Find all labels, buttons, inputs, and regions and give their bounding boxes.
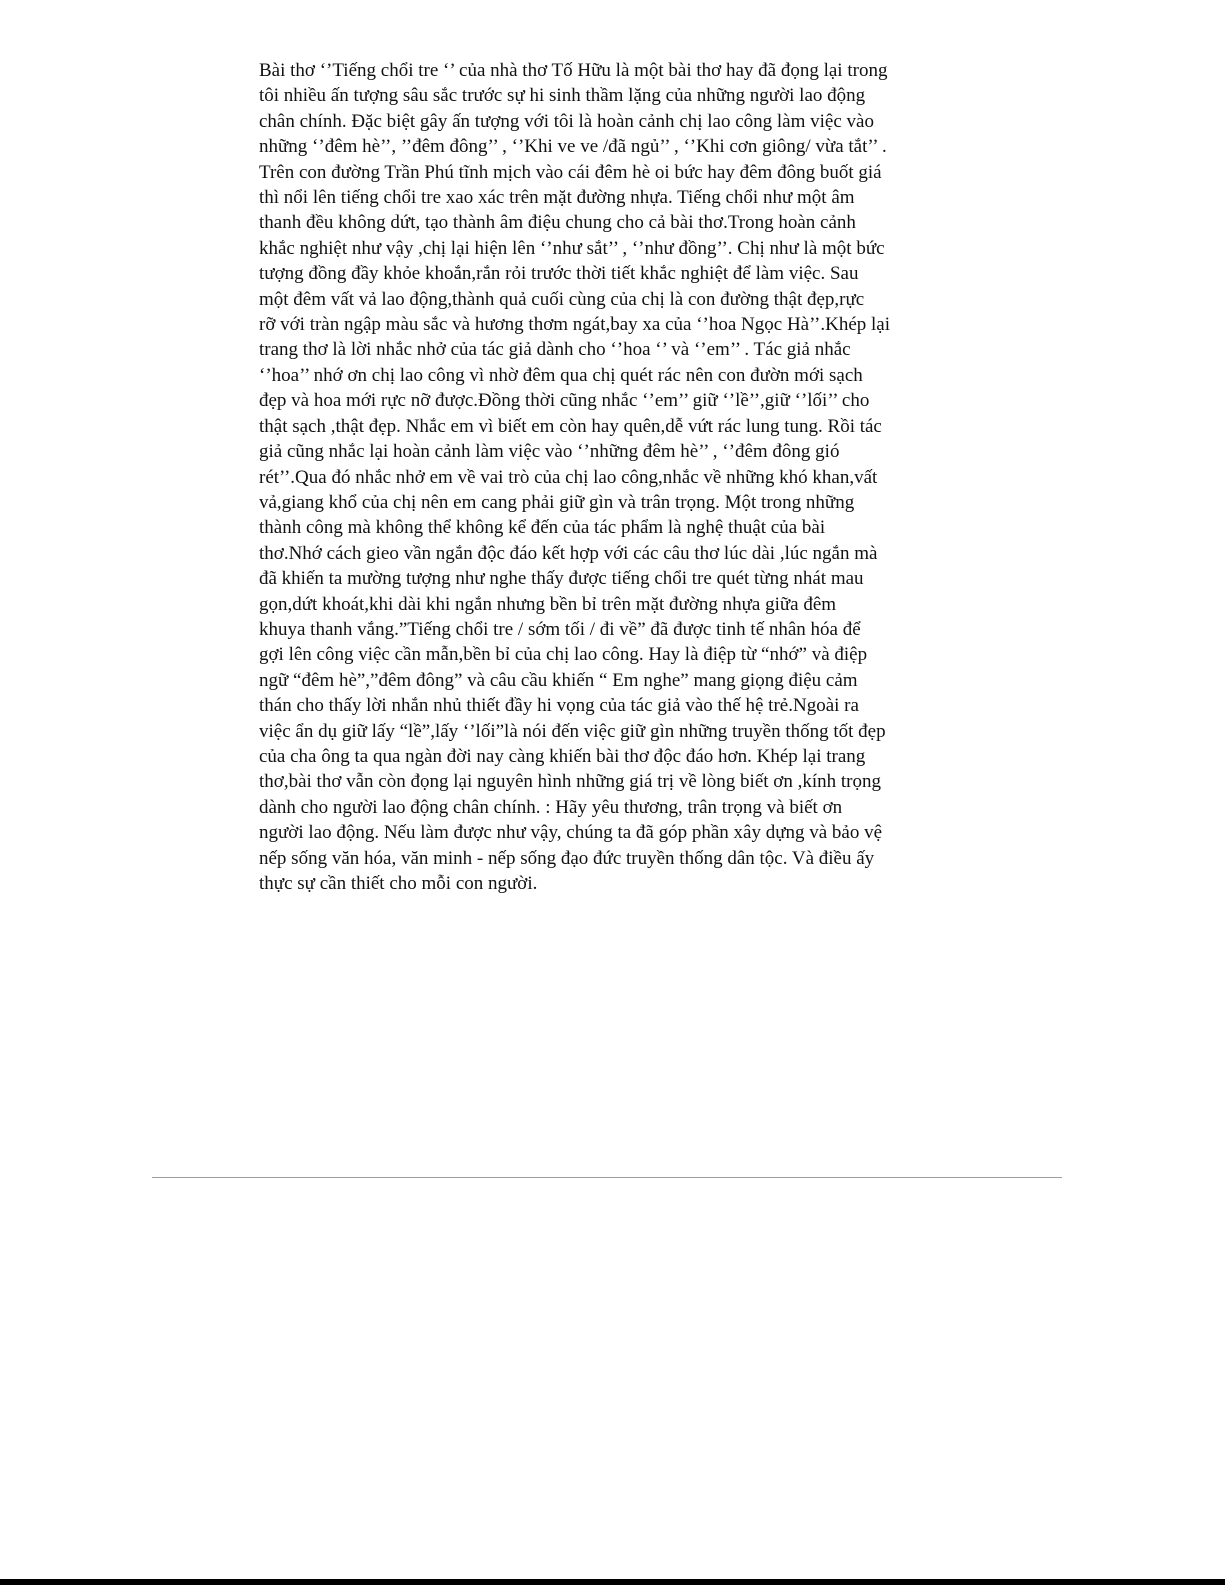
paragraph-line: người lao động. Nếu làm được như vậy, chúng ta đã góp phần xây dựng và bảo vệ (259, 822, 883, 844)
page-break-divider (152, 1177, 1062, 1178)
paragraph-line: thực sự cần thiết cho mỗi con người. (259, 873, 538, 894)
paragraph-line: khuya thanh vắng.”Tiếng chổi tre / sớm tối / đi về” đã được tinh tế nhân hóa để (259, 618, 861, 640)
paragraph-line: ngữ “đêm hè”,”đêm đông” và câu cầu khiến “ Em nghe” mang giọng điệu cảm (259, 669, 858, 691)
essay-paragraph (259, 58, 959, 896)
paragraph-line: những ‘’đêm hè’’, ’’đêm đông’’ , ‘’Khi ve ve /đã ngủ’’ , ‘’Khi cơn giông/ vừa tắt’’ . (259, 136, 887, 158)
paragraph-line: đẹp và hoa mới rực nỡ được.Đồng thời cũng nhắc ‘’em’’ giữ ‘’lề’’,giữ ‘’lối’’ cho (259, 390, 870, 412)
bottom-edge-bar (0, 1579, 1225, 1585)
paragraph-line: vả,giang khổ của chị nên em cang phải giữ gìn và trân trọng. Một trong những (259, 491, 855, 513)
paragraph-line: việc ẩn dụ giữ lấy “lề”,lấy ‘’lối”là nói đến việc giữ gìn những truyền thống tốt đẹp (259, 720, 886, 742)
paragraph-line: của cha ông ta qua ngàn đời nay càng khiến bài thơ độc đáo hơn. Khép lại trang (259, 745, 866, 767)
paragraph-line: đã khiến ta mường tượng như nghe thấy được tiếng chổi tre quét từng nhát mau (259, 568, 864, 590)
paragraph-line: dành cho người lao động chân chính. : Hãy yêu thương, trân trọng và biết ơn (259, 796, 843, 818)
paragraph-line: rét’’.Qua đó nhắc nhở em về vai trò của chị lao công,nhắc về những khó khan,vất (259, 466, 878, 488)
paragraph-line: gọn,dứt khoát,khi dài khi ngắn nhưng bền bỉ trên mặt đường nhựa giữa đêm (259, 593, 837, 615)
paragraph-line: chân chính. Đặc biệt gây ấn tượng với tôi là hoàn cảnh chị lao công làm việc vào (259, 110, 874, 132)
paragraph-line: Bài thơ ‘’Tiếng chổi tre ‘’ của nhà thơ Tố Hữu là một bài thơ hay đã đọng lại trong (259, 60, 888, 81)
paragraph-line: thơ,bài thơ vẫn còn đọng lại nguyên hình những giá trị về lòng biết ơn ,kính trọng (259, 771, 881, 793)
paragraph-line: thành công mà không thể không kể đến của tác phẩm là nghệ thuật của bài (259, 517, 826, 539)
paragraph-line: thật sạch ,thật đẹp. Nhắc em vì biết em còn hay quên,dễ vứt rác lung tung. Rồi tác (259, 415, 882, 437)
paragraph-line: rỡ với tràn ngập màu sắc và hương thơm ngát,bay xa của ‘’hoa Ngọc Hà’’.Khép lại (259, 314, 891, 336)
paragraph-line: ‘’hoa’’ nhớ ơn chị lao công vì nhờ đêm qua chị quét rác nên con đườn mới sạch (259, 364, 863, 386)
paragraph-line: thán cho thấy lời nhắn nhủ thiết đầy hi vọng của tác giả vào thế hệ trẻ.Ngoài ra (259, 695, 859, 717)
paragraph-line: thơ.Nhớ cách gieo vần ngắn độc đáo kết hợp với các câu thơ lúc dài ,lúc ngắn mà (259, 542, 878, 564)
paragraph-line: gợi lên công việc cần mẫn,bền bỉ của chị lao công. Hay là điệp từ “nhớ” và điệp (259, 644, 868, 666)
paragraph-line: tôi nhiều ấn tượng sâu sắc trước sự hi sinh thầm lặng của những người lao động (259, 85, 866, 107)
paragraph-line: thì nổi lên tiếng chổi tre xao xác trên mặt đường nhựa. Tiếng chổi như một âm (259, 187, 855, 209)
paragraph-line: khắc nghiệt như vậy ,chị lại hiện lên ‘’như sắt’’ , ‘’như đồng’’. Chị như là một bức (259, 237, 885, 259)
paragraph-line: thanh đều không dứt, tạo thành âm điệu chung cho cả bài thơ.Trong hoàn cảnh (259, 212, 856, 234)
paragraph-line: giả cũng nhắc lại hoàn cảnh làm việc vào ‘’những đêm hè’’ , ‘’đêm đông gió (259, 441, 840, 463)
paragraph-line: một đêm vất vả lao động,thành quả cuối cùng của chị là con đường thật đẹp,rực (259, 288, 865, 310)
paragraph-line: nếp sống văn hóa, văn minh - nếp sống đạo đức truyền thống dân tộc. Và điều ấy (259, 847, 875, 869)
paragraph-line: trang thơ là lời nhắc nhở của tác giả dành cho ‘’hoa ‘’ và ‘’em’’ . Tác giả nhắc (259, 339, 851, 361)
paragraph-line: Trên con đường Trần Phú tĩnh mịch vào cái đêm hè oi bức hay đêm đông buốt giá (259, 161, 882, 183)
paragraph-line: tượng đồng đầy khỏe khoắn,rắn rỏi trước thời tiết khắc nghiệt để làm việc. Sau (259, 263, 859, 285)
